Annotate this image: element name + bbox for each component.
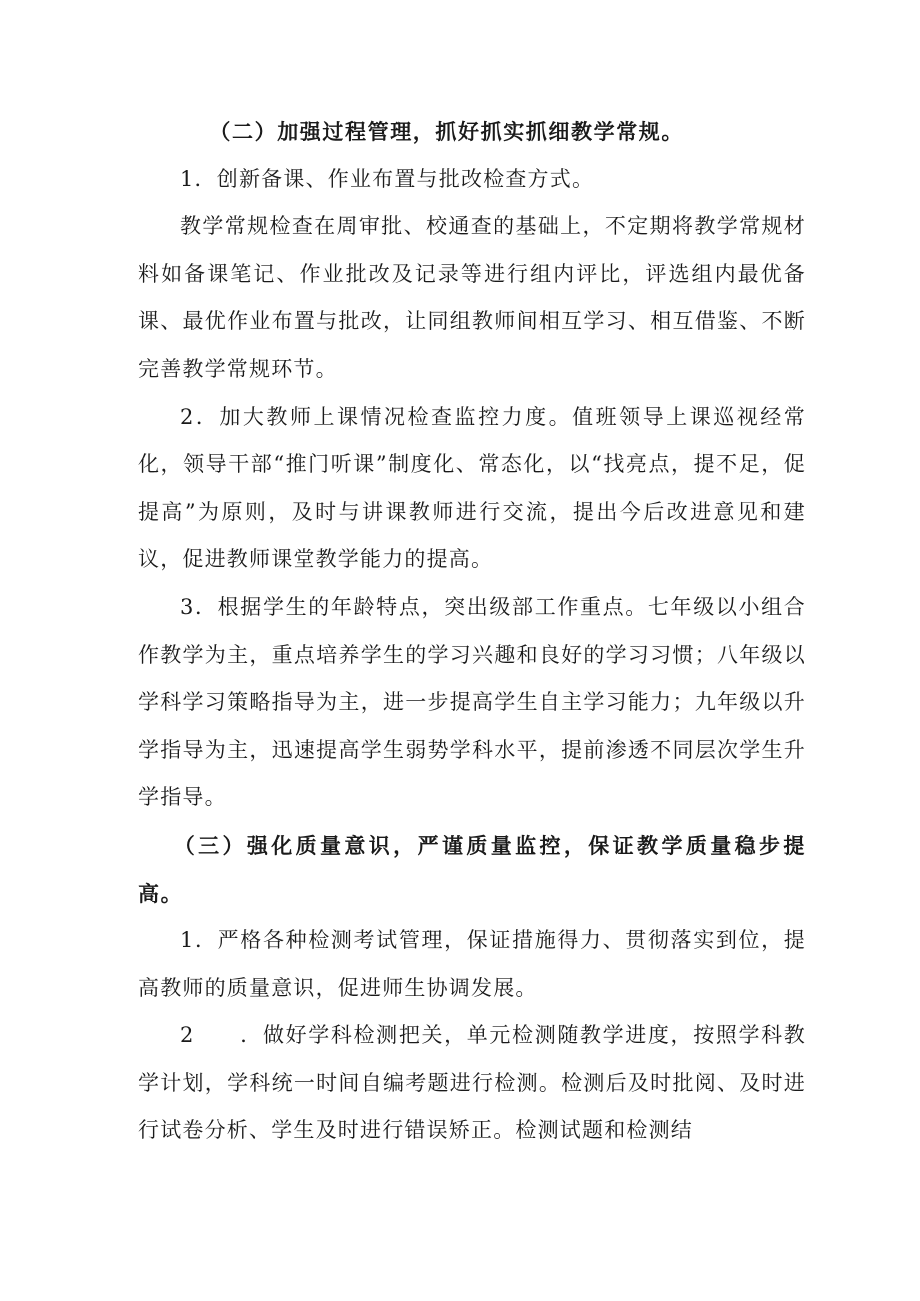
paragraph-item-3-grade-focus: 3．根据学生的年龄特点，突出级部工作重点。七年级以小组合作教学为主，重点培养学生的学习兴趣和良好的学习习惯；八年级以学科学习策略指导为主，进一步提高学生自主学习能力；九年级以升学指导为主，迅速提高学生弱势学科水平，提前渗透不同层次学生升学指导。: [138, 594, 806, 810]
paragraph-exam-management: 1．严格各种检测考试管理，保证措施得力、贯彻落实到位，提高教师的质量意识，促进师生协调发展。: [138, 928, 806, 1000]
paragraph-item-1-title: 1．创新备课、作业布置与批改检查方式。: [180, 166, 595, 191]
section-heading-2: （二）加强过程管理，抓好抓实抓细教学常规。: [209, 119, 684, 144]
paragraph-item-2-supervision: 2．加大教师上课情况检查监控力度。值班领导上课巡视经常化，领导干部“推门听课”制度化、常态化，以“找亮点，提不足，促提高”为原则，及时与讲课教师进行交流，提出今后改进意见和建议，促进教师课堂教学能力的提高。: [138, 404, 806, 572]
document-body: [138, 108, 806, 1155]
section-heading-3: （三）强化质量意识，严谨质量监控，保证教学质量稳步提高。: [138, 832, 806, 906]
paragraph-routine-check: 教学常规检查在周审批、校通查的基础上，不定期将教学常规材料如备课笔记、作业批改及记录等进行组内评比，评选组内最优备课、最优作业布置与批改，让同组教师间相互学习、相互借鉴、不断完善教学常规环节。: [138, 214, 806, 381]
paragraph-subject-testing: 2 ．做好学科检测把关，单元检测随教学进度，按照学科教学计划，学科统一时间自编考题进行检测。检测后及时批阅、及时进行试卷分析、学生及时进行错误矫正。检测试题和检测结: [138, 1023, 806, 1143]
